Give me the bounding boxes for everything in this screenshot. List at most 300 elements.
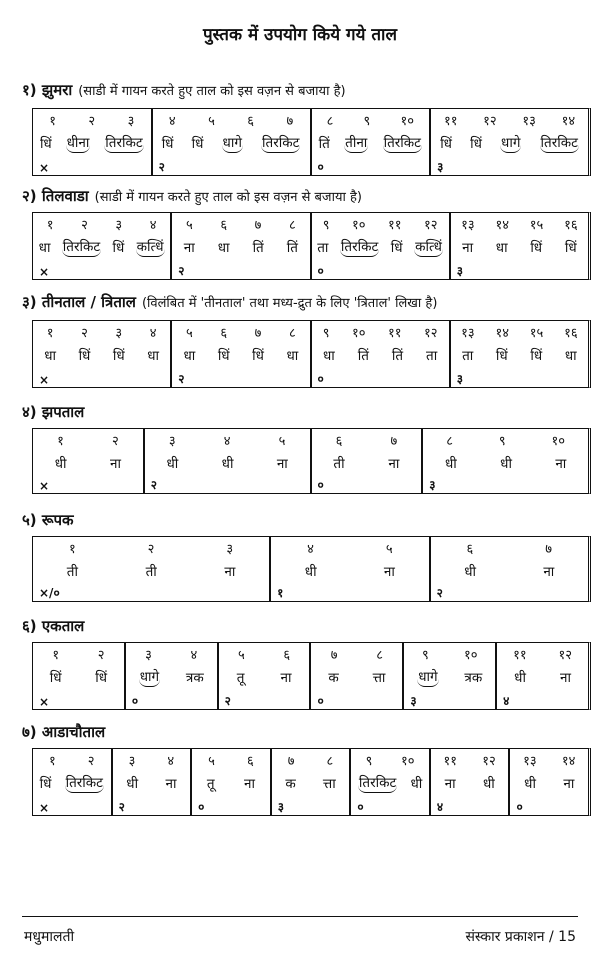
- beat-number: ४: [190, 648, 198, 663]
- tali-khali-sign: ०: [198, 800, 205, 814]
- beat-number: १: [49, 754, 56, 769]
- vibhag: [33, 321, 170, 387]
- tala-heading: [22, 616, 582, 636]
- tala-grid: [32, 428, 591, 494]
- beat-number: ७: [254, 218, 262, 233]
- vibhag: [190, 749, 270, 815]
- beat-number: ५: [186, 218, 193, 233]
- tali-khali-sign: २: [178, 264, 185, 278]
- tala-section: [22, 80, 582, 175]
- tala-name: २) तिलवाडा: [22, 187, 89, 205]
- vibhag: [33, 749, 111, 815]
- bol-row: [404, 665, 495, 689]
- beat-number: १४: [495, 326, 509, 341]
- beat-number-row: [219, 643, 310, 665]
- bol-row: [451, 235, 588, 259]
- beat-number: ४: [149, 326, 157, 341]
- bol-row: [153, 131, 310, 155]
- vibhag: [33, 429, 143, 493]
- bol: ना: [563, 776, 575, 792]
- vibhag: [269, 537, 428, 601]
- bol-row: [172, 343, 309, 367]
- bol: धी: [410, 776, 423, 792]
- beat-number-row: [312, 109, 430, 131]
- beat-number: ११: [387, 218, 402, 233]
- tala-heading: [22, 402, 582, 422]
- bol: धिं: [530, 348, 543, 364]
- bol: धिं: [564, 240, 577, 256]
- beat-number: ६: [220, 326, 228, 341]
- beat-number: ३: [226, 542, 234, 557]
- tala-note: (विलंबित में 'तीनताल' तथा मध्य-द्रुत के लिए 'त्रिताल' लिखा है): [141, 296, 438, 311]
- beat-number: ४: [149, 218, 157, 233]
- bol: धा: [147, 348, 159, 364]
- bol-row: [351, 771, 429, 795]
- bol: धिं: [112, 348, 125, 364]
- tala-section: [22, 292, 582, 387]
- beat-number: ८: [446, 434, 453, 449]
- vibhag: [309, 643, 402, 709]
- tali-khali-sign: ०: [317, 478, 324, 492]
- bol: धी: [126, 776, 139, 792]
- beat-number-row: [33, 643, 124, 665]
- vibhag: [143, 429, 310, 493]
- tala-grid: [32, 748, 591, 816]
- bol: धी: [482, 776, 495, 792]
- bol-row: [33, 235, 170, 259]
- beat-number: ७: [330, 648, 338, 663]
- bol: धा: [286, 348, 299, 364]
- beat-number: ५: [237, 648, 245, 663]
- tali-khali-sign: ३: [410, 694, 417, 708]
- bol: तिरकिट: [65, 775, 103, 791]
- bol: तिं: [286, 240, 298, 256]
- bol: धी: [304, 564, 317, 580]
- beat-number: १४: [495, 218, 509, 233]
- bol: धिं: [78, 348, 91, 364]
- tali-khali-sign: ०: [357, 800, 364, 814]
- beat-number: ४: [168, 114, 176, 129]
- beat-number: ९: [322, 326, 330, 341]
- beat-number: ११: [443, 754, 458, 769]
- beat-number-row: [423, 429, 588, 451]
- tala-grid: [32, 108, 591, 176]
- footer-publisher-page: संस्कार प्रकाशन / 15: [465, 929, 576, 945]
- vibhag: [429, 109, 588, 175]
- vibhag: [33, 643, 124, 709]
- tala-grid: [32, 536, 591, 602]
- beat-number-row: [172, 321, 309, 343]
- bol: ती: [333, 456, 345, 472]
- tala-grid: [32, 642, 591, 710]
- beat-number: ४: [307, 542, 314, 557]
- beat-number: ८: [288, 218, 296, 233]
- tala-name: ५) रूपक: [22, 511, 74, 529]
- beat-number-row: [33, 749, 111, 771]
- beat-number: ९: [498, 434, 506, 449]
- bol: ती: [66, 564, 78, 580]
- vibhag: [402, 643, 495, 709]
- bol-row: [431, 771, 509, 795]
- beat-number-row: [153, 109, 310, 131]
- bol: धिं: [495, 348, 508, 364]
- bol-row: [431, 131, 588, 155]
- beat-number: २: [147, 542, 155, 557]
- vibhag: [310, 429, 422, 493]
- beat-number: ९: [365, 754, 373, 769]
- bol-row: [33, 131, 151, 155]
- beat-number: १०: [351, 218, 366, 233]
- vibhag: [33, 537, 269, 601]
- tali-khali-sign: ×: [39, 695, 50, 709]
- bol: कत्धिं: [415, 239, 442, 255]
- vibhag: [421, 429, 588, 493]
- tali-khali-sign: ०: [317, 264, 324, 278]
- bol: धागे: [418, 669, 438, 685]
- bol: ना: [444, 776, 456, 792]
- beat-number: १२: [482, 754, 496, 769]
- beat-number-row: [33, 429, 143, 451]
- bol: धिं: [161, 136, 174, 152]
- vibhag: [170, 321, 309, 387]
- beat-number: २: [97, 648, 105, 663]
- tala-name: १) झुमरा: [22, 81, 73, 99]
- beat-number: ९: [322, 218, 330, 233]
- tali-khali-sign: ×/०: [39, 586, 60, 600]
- vibhag: [33, 109, 151, 175]
- beat-number: ८: [376, 648, 383, 663]
- tala-name: ४) झपताल: [22, 403, 85, 421]
- beat-number: १३: [522, 114, 536, 129]
- vibhag: [111, 749, 191, 815]
- tala-heading: [22, 722, 582, 742]
- bol: ता: [462, 348, 474, 364]
- tala-heading: [22, 292, 582, 312]
- bol: धागे: [222, 135, 242, 151]
- beat-number: ८: [326, 754, 334, 769]
- bol-row: [145, 451, 310, 475]
- tala-heading: [22, 186, 582, 206]
- tali-khali-sign: ३: [456, 372, 463, 386]
- bol: ना: [555, 456, 567, 472]
- bol: त्रक: [185, 670, 204, 686]
- page-title: पुस्तक में उपयोग किये गये ताल: [203, 25, 397, 45]
- beat-number: ११: [443, 114, 458, 129]
- bol-row: [431, 559, 588, 583]
- bol: धी: [54, 456, 67, 472]
- bol: तिरकिट: [62, 239, 101, 255]
- beat-number-row: [33, 321, 170, 343]
- bol: ना: [543, 564, 555, 580]
- tali-khali-sign: ०: [317, 160, 324, 174]
- bol-row: [33, 451, 143, 475]
- vibhag: [349, 749, 429, 815]
- bol: धी: [464, 564, 477, 580]
- beat-number-row: [351, 749, 429, 771]
- vibhag: [429, 749, 509, 815]
- beat-number: ६: [283, 648, 291, 663]
- tali-khali-sign: ×: [39, 373, 50, 387]
- beat-number: ३: [115, 218, 123, 233]
- bol: तिरकिट: [383, 135, 421, 151]
- tali-khali-sign: १: [277, 586, 284, 600]
- bol: धा: [44, 348, 57, 364]
- bol: क: [328, 670, 339, 686]
- beat-number: २: [111, 434, 119, 449]
- bol: धिं: [112, 240, 125, 256]
- tali-khali-sign: ३: [429, 478, 436, 492]
- tala-heading: [22, 80, 582, 100]
- beat-number: ३: [115, 326, 123, 341]
- tali-khali-sign: ×: [39, 265, 50, 279]
- beat-number-row: [312, 321, 449, 343]
- bol-row: [497, 665, 588, 689]
- bol-row: [510, 771, 588, 795]
- bol: धिं: [440, 136, 452, 152]
- bol: धा: [217, 240, 230, 256]
- bol: ता: [317, 240, 329, 256]
- beat-number-row: [312, 213, 449, 235]
- beat-number-row: [311, 643, 402, 665]
- beat-number: १: [52, 648, 60, 663]
- beat-number: ८: [288, 326, 296, 341]
- beat-number: ७: [390, 434, 398, 449]
- vibhag: [310, 213, 449, 279]
- bol-row: [312, 235, 449, 259]
- bol: धी: [514, 670, 526, 686]
- footer-divider: [22, 916, 578, 917]
- beat-number: ११: [513, 648, 527, 663]
- bol: धिं: [390, 240, 403, 256]
- beat-number-row: [451, 321, 588, 343]
- beat-number: ६: [466, 542, 474, 557]
- vibhag: [310, 321, 449, 387]
- tali-khali-sign: ×: [39, 479, 50, 493]
- bol: ना: [388, 456, 400, 472]
- beat-number: १२: [423, 218, 438, 233]
- beat-number-row: [113, 749, 191, 771]
- bol: तीना: [345, 135, 368, 151]
- tala-name: ३) तीनताल / त्रिताल: [22, 293, 136, 311]
- bol: तिं: [391, 348, 404, 364]
- bol-row: [272, 771, 350, 795]
- bol: धी: [221, 456, 234, 472]
- beat-number: २: [81, 326, 88, 341]
- beat-number: ७: [254, 326, 262, 341]
- beat-number: ५: [186, 326, 193, 341]
- bol: धिं: [252, 348, 264, 364]
- tali-khali-sign: ३: [277, 800, 284, 814]
- vibhag: [33, 213, 170, 279]
- beat-number: १३: [523, 754, 537, 769]
- beat-number: १०: [351, 326, 366, 341]
- bol: कत्धिं: [136, 239, 164, 255]
- bol-row: [311, 665, 402, 689]
- beat-number-row: [192, 749, 270, 771]
- beat-number-row: [145, 429, 310, 451]
- bol: तिरकिट: [105, 135, 143, 151]
- beat-number: ५: [278, 434, 286, 449]
- beat-number: ३: [168, 434, 176, 449]
- bol-row: [451, 343, 588, 367]
- bol-row: [271, 559, 428, 583]
- bol: तू: [206, 776, 215, 792]
- beat-number: ५: [385, 542, 393, 557]
- bol: धिं: [49, 670, 62, 686]
- beat-number: १५: [529, 218, 544, 233]
- bol: तिरकिट: [262, 135, 300, 151]
- bol: ना: [383, 564, 395, 580]
- tali-khali-sign: ०: [516, 800, 523, 814]
- bol: ना: [165, 776, 177, 792]
- vibhag: [124, 643, 217, 709]
- vibhag: [429, 537, 588, 601]
- beat-number: ६: [335, 434, 343, 449]
- beat-number: १: [49, 114, 56, 129]
- tala-section: [22, 402, 582, 493]
- beat-number-row: [33, 109, 151, 131]
- bol-row: [126, 665, 217, 689]
- bol-row: [423, 451, 588, 475]
- beat-number: ११: [387, 326, 402, 341]
- beat-number-row: [431, 537, 588, 559]
- beat-number: १३: [461, 326, 475, 341]
- beat-number-row: [33, 213, 170, 235]
- bol: ती: [145, 564, 157, 580]
- tala-section: [22, 510, 582, 600]
- tali-khali-sign: २: [158, 160, 165, 174]
- bol: ना: [462, 240, 474, 256]
- tali-khali-sign: ३: [437, 160, 444, 174]
- beat-number-row: [431, 109, 588, 131]
- bol-row: [33, 771, 111, 795]
- beat-number: ७: [287, 754, 295, 769]
- beat-number: ३: [127, 114, 135, 129]
- beat-number: ६: [246, 754, 254, 769]
- beat-number-row: [271, 537, 428, 559]
- bol: तिरकिट: [358, 775, 397, 791]
- bol: धागे: [139, 669, 160, 685]
- beat-number: १: [68, 542, 76, 557]
- beat-number: १: [57, 434, 64, 449]
- tali-khali-sign: २: [150, 478, 158, 492]
- tala-grid: [32, 212, 591, 280]
- beat-number: १६: [564, 218, 578, 233]
- vibhag: [449, 213, 588, 279]
- beat-number: १: [46, 326, 54, 341]
- bol: तिरकिट: [540, 135, 578, 151]
- bol: धिं: [39, 136, 52, 152]
- beat-number-row: [510, 749, 588, 771]
- beat-number-row: [404, 643, 495, 665]
- bol-row: [312, 451, 422, 475]
- tala-section: [22, 186, 582, 279]
- beat-number: २: [81, 218, 88, 233]
- bol: ना: [110, 456, 122, 472]
- beat-number: १०: [400, 114, 415, 129]
- bol: धिं: [470, 136, 482, 152]
- beat-number-row: [33, 537, 269, 559]
- vibhag: [495, 643, 588, 709]
- beat-number: ७: [545, 542, 552, 557]
- bol: ना: [280, 670, 292, 686]
- beat-number-row: [172, 213, 309, 235]
- tali-khali-sign: ०: [131, 694, 139, 708]
- tala-note: (साडी में गायन करते हुए ताल को इस वज़न से बजाया है): [78, 84, 346, 99]
- beat-number: ३: [128, 754, 136, 769]
- beat-number: १२: [558, 648, 573, 663]
- bol: ना: [244, 776, 256, 792]
- beat-number: १२: [483, 114, 497, 129]
- bol: धागे: [501, 135, 521, 151]
- bol: धा: [322, 348, 335, 364]
- tali-khali-sign: ४: [436, 800, 444, 814]
- bol: ना: [559, 670, 571, 686]
- beat-number: ५: [208, 114, 215, 129]
- bol-row: [219, 665, 310, 689]
- bol: धा: [183, 348, 196, 364]
- bol: धा: [495, 240, 508, 256]
- beat-number-row: [272, 749, 350, 771]
- beat-number: १०: [551, 434, 566, 449]
- bol-row: [192, 771, 270, 795]
- bol-row: [113, 771, 191, 795]
- bol: धा: [38, 240, 51, 256]
- beat-number: ९: [421, 648, 429, 663]
- bol-row: [33, 665, 124, 689]
- bol-row: [312, 343, 449, 367]
- bol: ना: [224, 564, 236, 580]
- vibhag: [508, 749, 588, 815]
- beat-number: १: [46, 218, 54, 233]
- vibhag: [151, 109, 310, 175]
- tala-name: ६) एकताल: [22, 617, 85, 635]
- bol-row: [312, 131, 430, 155]
- tala-note: (साडी में गायन करते हुए ताल को इस वज़न से बजाया है): [94, 190, 362, 205]
- tali-khali-sign: २: [436, 586, 443, 600]
- tali-khali-sign: ०: [317, 372, 324, 386]
- beat-number: १०: [401, 754, 415, 769]
- bol: धिं: [530, 240, 543, 256]
- beat-number-row: [312, 429, 422, 451]
- beat-number: १४: [561, 114, 576, 129]
- tali-khali-sign: ×: [39, 801, 50, 815]
- bol: त्ता: [322, 776, 336, 792]
- beat-number-row: [431, 749, 509, 771]
- footer-book-title: मधुमालती: [24, 929, 75, 945]
- tali-khali-sign: २: [178, 372, 185, 386]
- bol: धी: [444, 456, 457, 472]
- bol: धा: [564, 348, 577, 364]
- bol: ना: [276, 456, 288, 472]
- bol-row: [172, 235, 309, 259]
- tali-khali-sign: ०: [317, 694, 324, 708]
- beat-number: १६: [564, 326, 578, 341]
- tala-section: [22, 722, 582, 815]
- beat-number-row: [451, 213, 588, 235]
- bol: धिं: [191, 136, 204, 152]
- beat-number: १२: [423, 326, 438, 341]
- beat-number: १०: [463, 648, 478, 663]
- bol: धीना: [66, 135, 90, 151]
- tali-khali-sign: ४: [503, 694, 510, 708]
- bol: तिं: [318, 136, 330, 152]
- bol: तिरकिट: [340, 239, 379, 255]
- beat-number-row: [497, 643, 588, 665]
- beat-number-row: [126, 643, 217, 665]
- beat-number: १३: [461, 218, 475, 233]
- bol-row: [33, 559, 269, 583]
